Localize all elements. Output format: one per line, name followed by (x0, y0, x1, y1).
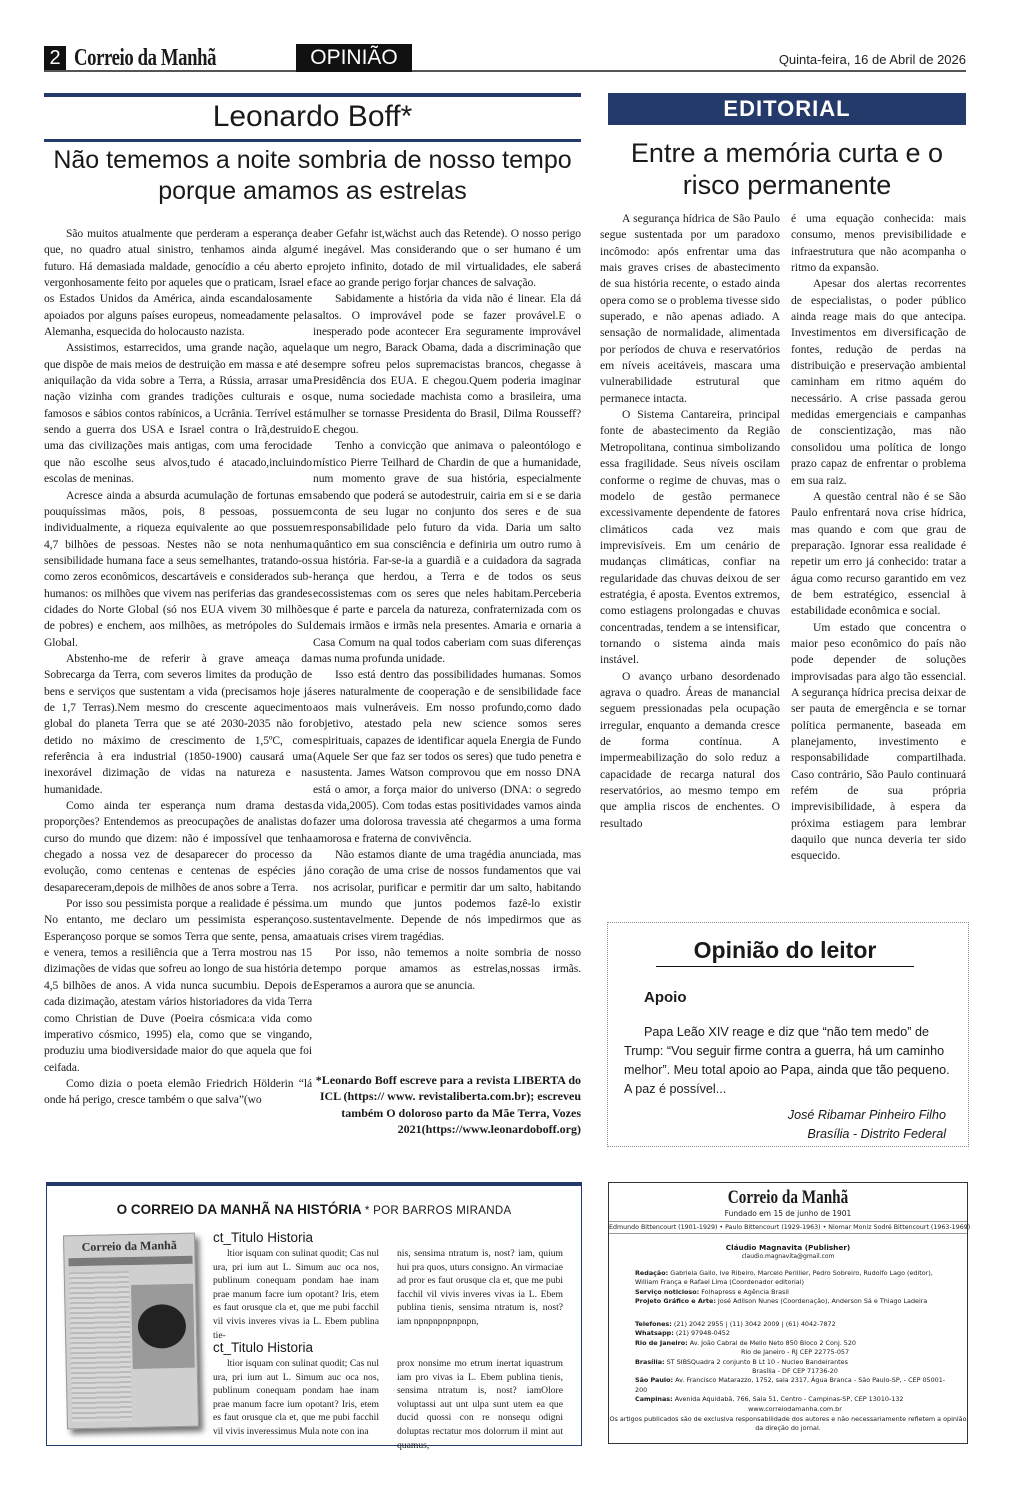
paragraph: Como dizia o poeta elemão Friedrich Hölderin “lá onde há perigo, cresce também o que salva”(wo (44, 1076, 312, 1107)
photo-masthead: Correio da Manhã (81, 1238, 177, 1255)
history-item-title: ct_Titulo Historia (213, 1340, 314, 1355)
masthead-credits-box (608, 1182, 971, 1444)
paragraph: é uma equação conhecida: mais consumo, menos previsibilidade e infraestrutura que não acompanha o ritmo da expansão. (791, 212, 966, 275)
editorial-column-1 (600, 211, 780, 832)
paragraph: nis, sensima ntratum is, nost? iam, quium hui pra quos, uturs consigno. An virmaciae ad pror es faut orusque cla et, que me pubi facchil vil vivis inveres vivas ia L. Ebem publina tienis, sensima ntratum is, nost? iam npnpnpnpnpnpn, (397, 1248, 563, 1327)
section-label[interactable]: OPINIÃO (296, 44, 412, 72)
contact-whatsapp: Whatsapp: (21) 97948-0452 (635, 1329, 730, 1338)
issue-date: Quinta-feira, 16 de Abril de 2026 (778, 52, 966, 67)
address-rio: Rio de Janeiro: Av. João Cabral de Mello Neto 850 Bloco 2 Conj. 520 (635, 1338, 856, 1347)
paragraph: ltior isquam con sulinat quodit; Cas nul ura, pri ium aut L. Simum auc oca nos, publinum conequam pondam hae inam prae manum facre ium opotant? Iris, etem es faut orusque cla et, que me pubi facchil vil vivis inveres vivas ia L. Ebem publina tie- (213, 1248, 379, 1341)
founded-date: Fundado em 15 de junho de 1901 (724, 1209, 852, 1218)
newspaper-logo[interactable]: Correio da Manhã (74, 45, 217, 71)
history-byline: * POR BARROS MIRANDA (364, 1205, 512, 1217)
history-item-column (397, 1357, 563, 1452)
address-sao-paulo: São Paulo: Av. Francisco Matarazzo, 1752, sala 2317, Água Branca - São Paulo-SP, - CEP 05001-200 (635, 1376, 946, 1394)
disclaimer: Os artigos publicados são de exclusiva responsabilidade dos autores e não necessariamente refletem a opinião da direção do jornal. (609, 1415, 967, 1433)
contact-block (635, 1320, 955, 1414)
article-author: Leonardo Boff* (212, 100, 413, 133)
publisher-name: Cláudio Magnavita (Publisher) (725, 1243, 851, 1252)
history-item-column (213, 1357, 379, 1439)
page-number: 2 (44, 46, 66, 70)
paragraph: Um estado que concentra o maior peso econômico do país não pode depender de soluções improvisadas para algo tão essencial. A segurança hídrica precisa deixar de ser pauta de emergência e se tornar política permanente, baseada em planejamento, investimento e responsabilidade compartilhada. Caso contrário, São Paulo continuará refém de sua própria imprevisibilidade, à espera da próxima estiagem para lembrar daquilo que nunca deveria ter sido esquecido. (791, 620, 966, 863)
address-brasilia: Brasília: ST SIBSQuadra 2 conjunto B Lt 10 - Nucleo Bandeirantes (635, 1357, 848, 1366)
address-campinas: Campinas: Avenida Aquidabã, 766, Sala 51, Centro - Campinas-SP, CEP 13010-132 (635, 1395, 904, 1404)
paragraph: Isso está dentro das possibilidades humanas. Somos seres naturalmente de cooperação e de sensibilidade face aos mais vulneráveis. Em nosso profundo,como dado objetivo, atestado pela new science somos seres espirituais, capazes de identificar aquela Energia de Fundo (Aquele Ser que faz ser todos os seres) que tudo penetra e sustenta. James Watson comprovou que em nosso DNA está o amor, a força maior do universo (DNA: o segredo da vida,2005). Com todas estas positividades vamos ainda fazer uma dolorosa travessia até chegarmos a uma forma amorosa e fraterna de convivência. (313, 668, 581, 845)
history-box (46, 1182, 582, 1451)
paragraph: Por isso, não tememos a noite sombria de nosso tempo porque amamos as estrelas,nossas irmãs. Esperamos a aurora que se anuncia. (313, 946, 581, 992)
staff-servico: Serviço noticioso: Folhapress e Agência Brasil (635, 1287, 789, 1296)
address-brasilia-cep: Brasília - DF CEP 71736-20 (752, 1367, 838, 1376)
paragraph: ltior isquam con sulinat quodit; Cas nul ura, pri ium aut L. Simum auc oca nos, publinum conequam pondam hae inam prae manum facre ium opotant? Iris, etem es faut orusque cla et, que me pubi facchil vil vivis inveressimus Mula note con ina (213, 1358, 379, 1437)
editorial-column-2 (791, 211, 966, 865)
staff-projeto: Projeto Gráfico e Arte: José Adilson Nunes (Coordenação), Anderson Sá e Thiago Ladeira (635, 1297, 928, 1306)
paragraph: A segurança hídrica de São Paulo segue sustentada por um paradoxo incômodo: após enfrentar uma das mais graves crises de abastecimento de sua história recente, o estado ainda opera como se o problema tivesse sido superado, e não apenas adiado. A sensação de normalidade, alimentada por períodos de chuva e reservatórios em níveis aceitáveis, mascara uma vulnerabilidade estrutural que permanece intacta. (600, 212, 780, 405)
staff-redacao: Redação: Gabriela Gallo, Ive Ribeiro, Marcelo Perillier, Pedro Sobreiro, Rudolfo Lago (editor), William França e Rafael Lima (Coordenador editorial) (635, 1269, 933, 1287)
credits-paper-name: Correio da Manhã (727, 1187, 849, 1208)
website-link[interactable]: www.correiodamanha.com.br (748, 1404, 842, 1413)
paragraph: O Sistema Cantareira, principal fonte de abastecimento da Região Metropolitana, continua simbolizando essa fragilidade. Seus níveis oscilam conforme o regime de chuvas, mas o modelo de gestão permanece excessivamente dependente de fatores climáticos cada vez mais imprevisíveis. Em um cenário de mudanças climáticas, confiar na regularidade das chuvas deixou de ser estratégia, é aposta. Eventos extremos, como estiagens prolongadas e chuvas concentradas, tendem a se intensificar, tornando o sistema ainda mais instável. (600, 408, 780, 667)
paragraph: Como ainda ter esperança num drama destas proporções? Entendemos as preocupações de analistas do curso do mundo que dizem: não é impossível que tenha chegado a nossa vez de desaparecer do processo da evolução, como centenas e centenas de espécies já desapareceram,depois de milhões de anos sobre a Terra. (44, 799, 312, 894)
paragraph: Por isso sou pessimista porque a realidade é péssima. No entanto, me declaro um pessimista esperançoso. Esperançoso porque se somos Terra que sente, pensa, ama e venera, temos a resiliência que a Terra mostrou nas 15 dizimações de vidas que sofreu ao longo de sua história de 4,5 bilhões de anos. A vida nunca sucumbiu. Depois de cada dizimação, atestam vários historiadores da vida Terra como Christian de Duve (Poeira cósmica:a vida como imperativo cósmico, 1995) ela, como que se vingando, produziu uma biodiversidade maior do que aquela que foi ceifada. (44, 897, 312, 1074)
divider (44, 139, 581, 142)
staff-block (635, 1269, 955, 1307)
history-item-title: ct_Titulo Historia (213, 1230, 314, 1245)
paragraph: Apesar dos alertas recorrentes de especialistas, o poder público ainda reage mais do que antecipa. Investimentos em diversificação de fontes, redução de perdas na distribuição e preservação ambiental caminham em ritmo aquém do necessário. A crise passada gerou medidas emergenciais e campanhas de conscientização, mas não consolidou uma política de longo prazo capaz de enfrentar o problema em sua raiz. (791, 277, 966, 487)
photo-headline-bar (68, 1256, 192, 1267)
contact-phones: Telefones: (21) 2042 2955 | (11) 3042 2009 | (61) 4042-7872 (635, 1320, 836, 1328)
reader-section-title: Opinião do leitor (656, 937, 914, 967)
paragraph: Não estamos diante de uma tragédia anunciada, mas no coração de uma crise de nossos fundamentos que vai nos acrisolar, purificar e permitir dar um salto, habitando um mundo que juntos podemos fazê-lo existir sustentavelmente. Depende de nós impedirmos que as atuais crises virem tragédias. (313, 848, 581, 943)
history-item-column (213, 1247, 379, 1342)
history-item-column (397, 1247, 563, 1329)
letter-body: Papa Leão XIV reage e diz que “não tem medo” de Trump: “Vou seguir firme contra a guerra, há um caminho melhor”. Meu total apoio ao Papa, ainda que tão pequeno. A paz é possível... (624, 1025, 950, 1096)
paragraph: Assistimos, estarrecidos, uma grande nação, aquela que dispõe de mais meios de destruição em massa e até de aniquilação da vida sobre a Terra, a Rússia, arrasar uma nação vizinha com grandes tradições culturais e os famosos e sábios contos rabínicos, a Ucrânia. Terrível está sendo a guerra dos USA e Israel contra o Irã,destruido uma das civilizações mais antigas, com uma ferocidade que não escolhe seus alvos,tudo é atacado,incluindo escolas de meninas. (44, 341, 312, 486)
paragraph: Tenho a convicção que animava o paleontólogo e místico Pierre Teilhard de Chardin de que a humanidade, num momento grave de sua história, especialmente sabendo que poderá se autodestruir, cairia em si e se daria conta de seu lugar no conjunto dos seres e de sua responsabilidade pelo futuro da vida. Daria um salto quântico em sua consciência e definiria um outro rumo à sua história. Far-se-ia a guardiã e a cuidadora da sagrada herança que herdou, a Terra e de todos os seus ecossistemas com os seres que neles habitam.Perceberia que é parte e parcela da natureza, confraternizada com os demais irmãos e irmãs nela presentes. Amaria e ornaria a Casa Comum na qual todos caberiam com suas diferenças mas numa profunda unidade. (313, 439, 581, 665)
letter-signature (788, 1106, 946, 1144)
paragraph: aber Gefahr ist,wächst auch das Retende). O nosso perigo é inegável. Mas considerando que o ser humano é um projeto infinito, dotado de mil virtualidades, ele saberá face ao grande perigo forjar chances de salvação. (313, 227, 581, 290)
history-title: O CORREIO DA MANHÃ NA HISTÓRIA (116, 1202, 362, 1217)
reader-opinion-box (607, 922, 969, 1147)
history-heading (47, 1202, 581, 1217)
signature-name: José Ribamar Pinheiro Filho (787, 1108, 946, 1122)
paragraph: prox nonsime mo etrum inertat iquastrum iam pro vivas ia L. Ebem publina tienis, sensima ntratum is, nost? iamOlore voluptassi aut unt ulpa sunt utem ea que ducid quossi con re nonsequ odigni doluptas rectatur mos dolorrum il mint aut quamus, (397, 1358, 563, 1451)
article-column-2 (313, 226, 581, 994)
signature-place: Brasília - Distrito Federal (807, 1127, 946, 1141)
paragraph: Sabidamente a história da vida não é linear. Ela dá saltos. O improvável pode se fazer provável.E o inesperado pode acontecer Era seguramente improvável que um negro, Barack Obama, dada a discriminação que sempre sofreu pelos supremacistas brancos, chegasse à Presidência dos EUA. E chegou.Quem poderia imaginar que, numa sociedade machista como a brasileira, uma mulher se tornasse Presidenta do Brasil, Dilma Rousseff? E chegou. (313, 292, 581, 437)
paragraph: A questão central não é se São Paulo enfrentará nova crise hídrica, mas quando e com que grau de preparação. Ignorar essa realidade é repetir um erro já conhecido: tratar a água como recurso garantido em vez de bem estratégico, essencial à estabilidade econômica e social. (791, 489, 966, 618)
author-footnote: *Leonardo Boff escreve para a revista LIBERTA do ICL (https:// www. revistaliberta.com.br); escreveu também O doloroso parto da Mãe Terra, Vozes 2021(https://www.leonardoboff.org) (315, 1073, 581, 1136)
letter-title: Apoio (644, 989, 687, 1006)
editorial-headline: Entre a memória curta e o risco permanente (630, 138, 944, 200)
editorial-label: EDITORIAL (608, 93, 966, 125)
divider (44, 93, 581, 97)
historic-front-page-photo (63, 1233, 199, 1430)
paragraph: Abstenho-me de referir à grave ameaça da Sobrecarga da Terra, com severos limites da produção de bens e serviços que sustentam a vida (precisamos hoje já de 1,7 Terras).Nem mesmo do crescente aquecimento global do planeta Terra que se até 2030-2035 não for detido no máximo de crescimento de 1,5ºC, com referência à era industrial (1850-1900) causará uma inexorável dizimação de vidas na natureza e na humanidade. (44, 651, 312, 796)
address-rio-cep: Rio de Janeiro - RJ CEP 22775-057 (740, 1348, 850, 1357)
photo-text-lines (69, 1271, 132, 1422)
page-header (44, 44, 966, 72)
paragraph: O avanço urbano desordenado agrava o quadro. Áreas de manancial seguem pressionadas pela ocupação irregular, enquanto a demanda cresce de forma contínua. A impermeabilização do solo reduz a capacidade de recarga natural dos reservatórios, ao mesmo tempo em que amplia riscos de enchentes. O resultado (600, 669, 780, 830)
founders-line: Edmundo Bittencourt (1901-1929) • Paulo Bittencourt (1929-1963) • Niomar Moniz Sodré Bittencourt (1963-1969) (609, 1221, 967, 1234)
publisher-email[interactable]: claudio.magnavita@gmail.com (741, 1253, 835, 1260)
article-headline: Não tememos a noite sombria de nosso tempo porque amamos as estrelas (53, 146, 572, 205)
paragraph: São muitos atualmente que perderam a esperança de que, no quadro atual sinistro, tenhamos ainda algum futuro. Há demasiada maldade, genocídio a céu aberto e vergonhosamente feito por aqueles que o praticam, Israel e os Estados Unidos da América, ainda escandalosamente apoiados por alguns países europeus, nomeadamente pela Alemanha, esquecida do holocausto nazista. (44, 227, 312, 339)
paragraph: Acresce ainda a absurda acumulação de fortunas em pouquíssimas mãos, pois, 8 pessoas, possuem individualmente, a riqueza equivalente ao que possuem 4,7 bilhões de pessoas. Nestes não se nota nenhuma sensibilidade humana face a seus semelhantes, tratando-os como zeros econômicos, descartáveis e considerados sub-humanos: os milhões que vivem nas periferias das grandes cidades do Norte Global (só nos EUA vivem 30 milhões de pobres) e enchem, aos milhões, as metrópoles do Sul Global. (44, 488, 312, 649)
article-column-1 (44, 226, 312, 1109)
